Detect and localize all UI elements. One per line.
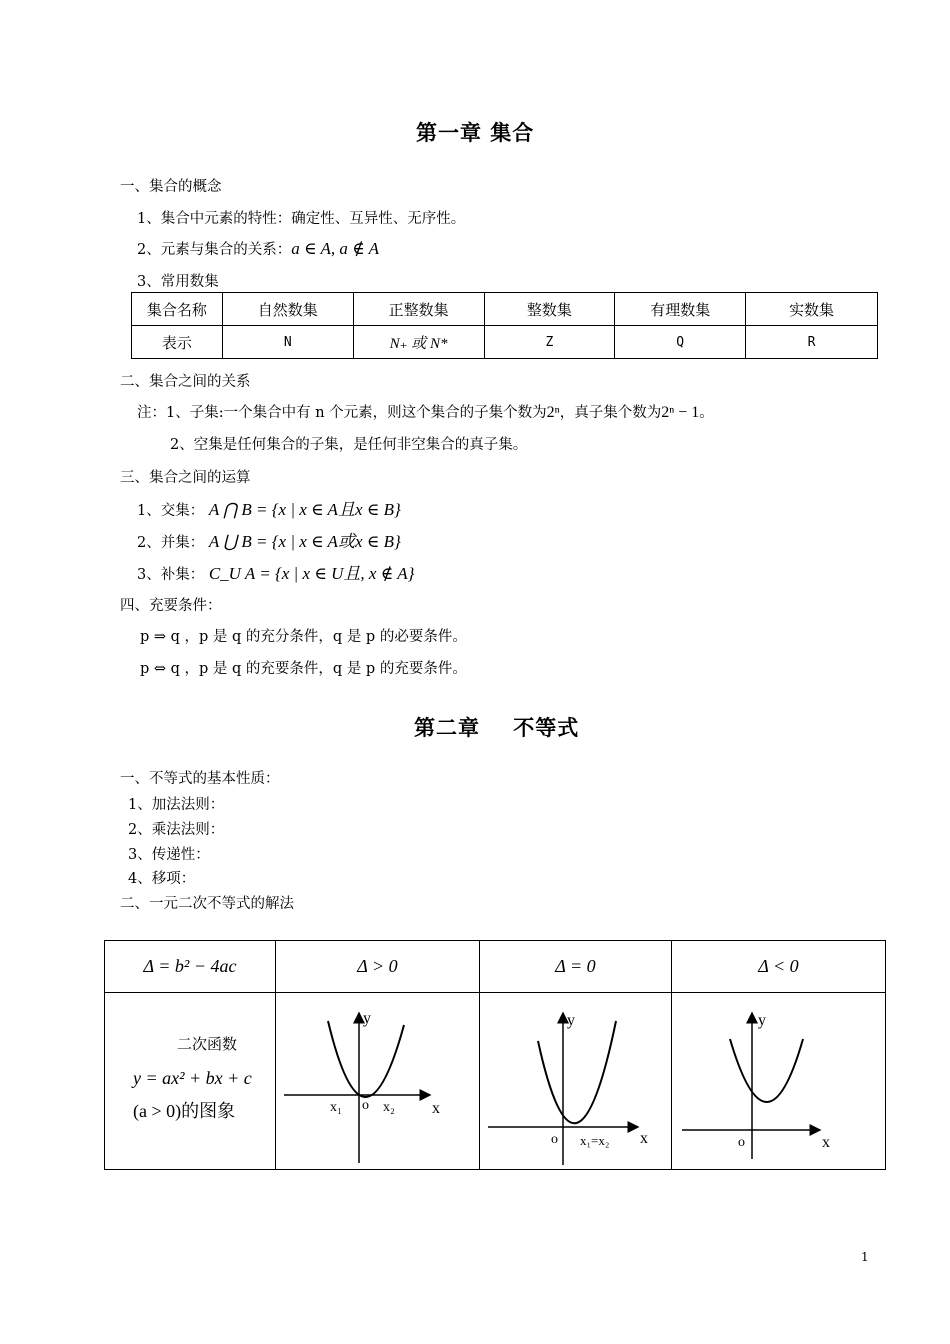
item-element-relation <box>137 238 379 259</box>
root-x2-label: x₂ <box>383 1100 395 1115</box>
y-axis-label: y <box>363 1010 371 1027</box>
delta-negative: Δ < 0 <box>758 956 799 976</box>
root-x1-label: x₁ <box>330 1100 342 1115</box>
function-label: 二次函数 <box>177 1035 238 1053</box>
subset-count: 2ⁿ <box>546 404 560 421</box>
note-subset <box>137 401 714 422</box>
parabola-two-roots-graph <box>276 993 479 1169</box>
section-relations: 二、集合之间的关系 <box>120 374 251 390</box>
x-axis-label: x <box>640 1130 648 1147</box>
parabola-double-root-graph <box>480 993 671 1169</box>
table-cell: N₊ 或 N* <box>353 326 484 359</box>
section-basic-properties: 一、不等式的基本性质： <box>120 771 280 787</box>
op-union-label: 2、并集： <box>137 535 205 551</box>
function-condition: (a > 0)的图象 <box>133 1101 236 1121</box>
table-header-cell: 集合名称 <box>132 293 223 326</box>
delta-positive: Δ > 0 <box>357 956 398 976</box>
parabola-curve <box>538 1021 616 1123</box>
complement-formula: C_U A = {x | x ∈ U且, x ∉ A} <box>208 564 415 583</box>
item-common-sets: 3、常用数集 <box>137 274 219 290</box>
table-header-cell: 整数集 <box>484 293 615 326</box>
delta-zero: Δ = 0 <box>555 956 596 976</box>
table-cell: Z <box>484 326 615 359</box>
delta-positive-header <box>276 941 480 993</box>
table-row <box>105 941 886 993</box>
double-root-label: x₁=x₂ <box>580 1133 610 1148</box>
table-header-cell: 有理数集 <box>615 293 746 326</box>
discriminant-header <box>105 941 276 993</box>
x-axis-label: x <box>822 1134 830 1151</box>
x-axis-label: x <box>432 1100 440 1117</box>
item-transposition: 4、移项： <box>128 871 196 887</box>
op-complement-label: 3、补集： <box>137 567 205 583</box>
op-intersection <box>137 495 401 520</box>
union-formula: A ⋃ B = {x | x ∈ A或x ∈ B} <box>208 532 401 551</box>
op-union <box>137 527 401 552</box>
origin-label: o <box>738 1135 745 1150</box>
section-conditions: 四、充要条件： <box>120 598 222 614</box>
number-sets-table <box>131 292 878 359</box>
op-intersection-label: 1、交集： <box>137 503 205 519</box>
graph-cell-delta-positive <box>276 993 480 1170</box>
proper-subset-count: 2ⁿ − 1 <box>661 404 700 421</box>
item-element-properties: 1、集合中元素的特性：确定性、互异性、无序性。 <box>137 211 466 227</box>
graph-cell-delta-negative <box>672 993 886 1170</box>
note-subset-text-a: 注：1、子集:一个集合中有 n 个元素，则这个集合的子集个数为 <box>137 405 547 421</box>
delta-zero-header <box>480 941 672 993</box>
table-header-cell: 正整数集 <box>353 293 484 326</box>
discriminant-formula: Δ = b² − 4ac <box>143 956 237 976</box>
delta-negative-header <box>672 941 886 993</box>
item-element-relation-label: 2、元素与集合的关系： <box>137 242 292 258</box>
item-addition-rule: 1、加法法则： <box>128 797 225 813</box>
chapter1-title: 第一章 集合 <box>416 121 535 145</box>
note-subset-text-e: 。 <box>699 405 714 421</box>
table-cell: Q <box>615 326 746 359</box>
item-transitivity: 3、传递性： <box>128 847 210 863</box>
note-empty-set: 2、空集是任何集合的子集，是任何非空集合的真子集。 <box>170 437 528 453</box>
quadratic-inequality-table <box>104 940 886 1170</box>
parabola-no-root-graph <box>672 993 885 1169</box>
section-concept: 一、集合的概念 <box>120 179 222 195</box>
table-row <box>132 326 878 359</box>
condition-sufficient: p ⇒ q ，p 是 q 的充分条件，q 是 p 的必要条件。 <box>140 629 467 645</box>
section-operations: 三、集合之间的运算 <box>120 470 251 486</box>
chapter2-title: 第二章 不等式 <box>414 716 580 740</box>
intersection-formula: A ⋂ B = {x | x ∈ A且x ∈ B} <box>208 500 401 519</box>
y-axis-label: y <box>758 1012 766 1029</box>
section-quadratic-inequality: 二、一元二次不等式的解法 <box>120 896 294 912</box>
condition-necessary-sufficient: p ⇔ q ，p 是 q 的充要条件，q 是 p 的充要条件。 <box>140 661 467 677</box>
table-cell: N <box>222 326 353 359</box>
table-header-cell: 自然数集 <box>222 293 353 326</box>
table-header-cell: 实数集 <box>746 293 878 326</box>
table-row <box>105 993 886 1170</box>
table-row <box>132 293 878 326</box>
function-description-cell <box>105 993 276 1170</box>
parabola-curve <box>328 1021 404 1097</box>
note-subset-text-c: ，真子集个数为 <box>559 405 662 421</box>
table-row-label: 表示 <box>132 326 223 359</box>
page-number: 1 <box>861 1250 869 1264</box>
origin-label: o <box>551 1132 558 1147</box>
graph-cell-delta-zero <box>480 993 672 1170</box>
item-multiplication-rule: 2、乘法法则： <box>128 822 225 838</box>
y-axis-label: y <box>567 1012 575 1029</box>
op-complement <box>137 559 414 584</box>
table-cell: R <box>746 326 878 359</box>
parabola-curve <box>730 1039 803 1102</box>
function-equation: y = ax² + bx + c <box>133 1068 252 1088</box>
element-relation-formula: a ∈ A, a ∉ A <box>291 239 380 258</box>
origin-label: o <box>362 1098 369 1113</box>
